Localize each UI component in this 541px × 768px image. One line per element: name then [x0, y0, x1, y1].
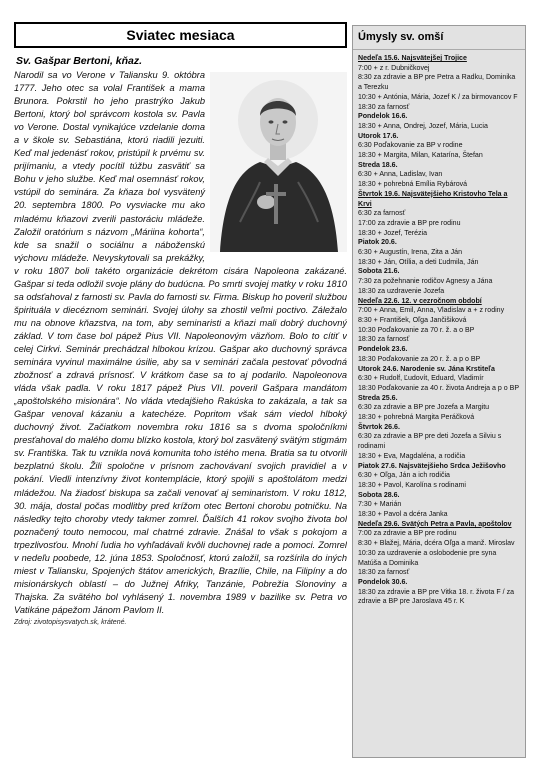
day-heading: Nedeľa 15.6. Najsvätejšej Trojice	[358, 55, 467, 62]
mass-entry: 10:30 Poďakovanie za 70 r. ž. a o BP	[358, 326, 475, 334]
feast-article	[14, 22, 347, 762]
mass-entry: 18:30 Poďakovanie za 20 r. ž. a p o BP	[358, 355, 481, 363]
article-body	[14, 69, 347, 617]
day-heading: Pondelok 16.6.	[358, 113, 408, 121]
mass-intentions-list	[353, 54, 525, 607]
mass-entry: 18:30 + Pavol a dcéra Janka	[358, 511, 448, 519]
day-heading: Sobota 21.6.	[358, 268, 400, 276]
mass-entry: 6:30 + Augustín, Irena, Zita a Ján	[358, 249, 463, 257]
saint-name: Sv. Gašpar Bertoni, kňaz.	[16, 55, 143, 67]
mass-entry: 18:30 za zdravie a BP pre Vitka 18. r. života F / za zdravie a BP pre Jaroslava 45 r. K	[358, 588, 515, 606]
mass-entry: 6:30 za zdravie a BP pre Jozefa a Margitu	[358, 404, 490, 412]
day-heading: Streda 25.6.	[358, 394, 398, 402]
mass-entry: 18:30 + Eva, Magdaléna, a rodičia	[358, 452, 466, 460]
mass-intentions-heading: Úmysly sv. omší	[353, 26, 525, 50]
mass-entry: 6:30 Poďakovanie za BP v rodine	[358, 142, 463, 150]
day-heading: Utorok 24.6. Narodenie sv. Jána Krstiteľa	[358, 365, 495, 373]
mass-entry: 18:30 + Anna, Ondrej, Jozef, Mária, Lucia	[358, 122, 488, 130]
day-heading: Piatok 20.6.	[358, 239, 397, 247]
mass-entry: 18:30 + Ján, Otília, a deti Ľudmila, Ján	[358, 258, 479, 266]
mass-entry: 8:30 + František, Oľga Jančišiková	[358, 316, 467, 324]
day-heading: Piatok 27.6. Najsvätejšieho Srdca Ježišovho	[358, 462, 506, 470]
mass-entry: 7:00 + Anna, Emil, Anna, Vladislav a + z rodiny	[358, 307, 505, 315]
day-heading: Sobota 28.6.	[358, 491, 400, 499]
day-heading: Nedeľa 22.6. 12. v cezročnom období	[358, 297, 482, 305]
saint-portrait-icon	[210, 72, 347, 252]
mass-entry: 7:00 za zdravie a BP pre rodinu	[358, 530, 457, 538]
mass-entry: 18:30 + Margita, Milan, Katarína, Štefan	[358, 152, 483, 160]
mass-entry: 7:00 + z r. Dubničkovej	[358, 64, 430, 72]
mass-entry: 10:30 za uzdravenie a oslobodenie pre syna Matúša a Dominika	[358, 549, 497, 567]
mass-entry: 6:30 + Anna, Ladislav, Ivan	[358, 171, 443, 179]
mass-entry: 8:30 za zdravie a BP pre Petra a Radku, Dominika a Terezku	[358, 74, 516, 92]
day-heading: Utorok 17.6.	[358, 132, 399, 140]
article-source: Zdroj: zivotopisysvatych.sk, krátené.	[14, 618, 127, 626]
article-title: Sviatec mesiaca	[14, 22, 347, 48]
mass-intentions-panel	[352, 25, 526, 758]
day-heading: Streda 18.6.	[358, 161, 398, 169]
mass-entry: 10:30 + Antónia, Mária, Jozef K / za birmovancov F	[358, 93, 518, 101]
mass-entry: 6:30 za zdravie a BP pre deti Jozefa a Silviu s rodinami	[358, 433, 502, 451]
mass-entry: 18:30 + pohrebná Margita Peráčková	[358, 414, 475, 422]
mass-entry: 7:30 za požehnanie rodičov Agnesy a Jána	[358, 278, 493, 286]
article-text: Narodil sa vo Verone v Taliansku 9. októbra 1777. Jeho otec sa volal František a mama Brunora. Pokrstil ho jeho prastrýko Jakub Bertoni, ktorý bol správcom kostola sv. Pavla vo Verone. Dostal vynikajúce vzdelanie doma a v škole sv. Sebastiána, ktorú riadili jezuiti. Keď mal jedenásť rokov, pristúpil k prvému sv. prijímaniu, a vtedy pocítil túžbu zasvätiť sa Bohu v jeho službe. Keď mal osemnásť rokov, vstúpil do seminára. Za kňaza bol vysvätený 20. septembra 1800. Po vysviacke mu ako mladému kňazovi zverili pastoráciu mládeže. Založil oratórium s názvom „Máriina kohorta“, kde sa snažil o sociálnu a náboženskú výchovu mládeže. Nevyskytovali sa prekážky, v roku 1807 boli takéto organizácie dekrétom cisára Napoleona zakázané. Gašpar si teda odložil svoje plány do budúcna. Po smrti svojej matky v roku 1810 sa odsťahoval z farnosti sv. Pavla do farnosti sv. Firma. Biskup ho poveril službou špirituála v diecéznom seminári. Svojej úlohy sa zhostil veľmi poctivo. Záležalo mu na obnove kňazstva, na tom, aby seminaristi a kňazi mali dobrý duchovný základ. V tom čase bol pápež Pius VII. Napoleonovým väzňom. Bolo to cítiť v celej Cirkvi. Seminár prechádzal hlbokou krízou. Gašpar ako duchovný správca seminára vyvinul maximálne úsilie, aby sa v seminári začala pestovať pôvodná zbožnosť a zdravá prísnosť. V krátkom čase sa to aj podarilo. Napoleonova vláda však padla. V roku 1817 pápež Pius VII. poveril Gašpara mandátom „apoštolského misionára“. No vláda vtedajšieho Rakúska to zakázala, a tak sa Gašpar venoval kázaniu a katechéze. Popritom však sám viedol hlboký duchovný život. Začiatkom novembra roku 1816 sa s dvoma spoločníkmi presťahoval do malého domu blízko kostola, ktorý bol zasvätený svätým stigmám sv. Františka. Tak tu vznikla nová komunita toho istého mena. Bratia sa tu otvorili bezplatnú školu. Žili spoločne v prísnom zachovávaní svojich pravidiel a v pokání. Viedli intenzívny život kontemplácie, ktorý spojili s apoštolátom medzi mládežou. Na žiadosť biskupa sa začali venovať aj seminaristom. V roku 1812, 30. mája, dostal počas modlitby pred krížom otec Bertoni chorobu potničku. Na následky tejto choroby vtedy takmer zomrel. Ďalších 41 rokov svojho života bol poznačený touto nemocou, mal chatrné zdravie. Znášal to však s pokojom a trpezlivosťou. Mnohí ľudia ho vyhľadávali kvôli duchovnej rade a pomoci. Zomrel v nedeľu poobede, 12. júna 1853. Spoločnosť, ktorú založil, sa rozšírila do iných miest v Taliansku, Spojených štátov amerických, Brazílie, Chile, na Filipíny a do misionárskych oblastí – do Južnej Afriky, Tanzánie, Pobrežia Slonoviny a Thajska. Za svätého bol vyhlásený 1. novembra 1989 v bazilike sv. Petra vo Vatikáne pápežom Jánom Pavlom II.	[14, 70, 347, 615]
mass-entry: 18:30 + pohrebná Emília Rybárová	[358, 181, 468, 189]
mass-entry: 17:00 za zdravie a BP pre rodinu	[358, 219, 461, 227]
mass-entry: 6:30 za farnosť	[358, 210, 406, 218]
day-heading: Pondelok 30.6.	[358, 578, 408, 586]
mass-entry: 6:30 + Oľga, Ján a ich rodičia	[358, 472, 450, 480]
mass-entry: 18:30 + Pavol, Karolína s rodinami	[358, 481, 466, 489]
day-heading: Nedeľa 29.6. Svätých Petra a Pavla, apoštolov	[358, 520, 512, 528]
mass-entry: 18:30 Poďakovanie za 40 r. života Andreja a p o BP	[358, 384, 520, 392]
day-heading: Štvrtok 19.6. Najsvätejšieho Kristovho Tela a Krvi	[358, 190, 508, 208]
mass-entry: 6:30 + Rudolf, Ľudovít, Eduard, Vladimír	[358, 375, 484, 383]
mass-entry: 7:30 + Marián	[358, 501, 402, 509]
mass-entry: 18:30 + Jozef, Terézia	[358, 229, 428, 237]
mass-entry: 8:30 + Blažej, Mária, dcéra Oľga a manž. Miroslav	[358, 540, 515, 548]
mass-entry: 18:30 za farnosť	[358, 569, 410, 577]
day-heading: Štvrtok 26.6.	[358, 423, 400, 431]
mass-entry: 18:30 za uzdravenie Jozefa	[358, 287, 445, 295]
mass-entry: 18:30 za farnosť	[358, 103, 410, 111]
day-heading: Pondelok 23.6.	[358, 346, 408, 354]
mass-entry: 18:30 za farnosť	[358, 336, 410, 344]
